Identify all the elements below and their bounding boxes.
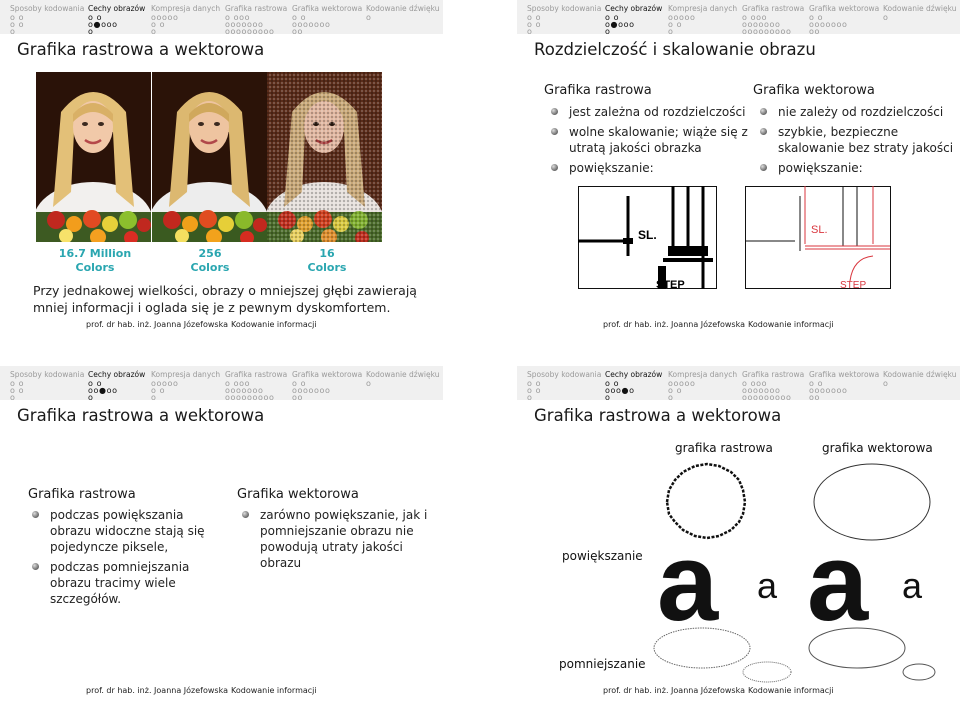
nav-dots[interactable]: ooooo — [668, 13, 696, 22]
nav-dots[interactable]: o ooo — [225, 379, 251, 388]
nav-dots[interactable]: oo●oo — [88, 386, 118, 395]
slide-title: Grafika rastrowa a wektorowa — [534, 406, 782, 425]
nav-dots[interactable]: o o — [292, 13, 307, 22]
nav-section-4[interactable]: Grafika rastrowa — [742, 370, 805, 379]
footer-course: Kodowanie informacji — [748, 320, 834, 329]
nav-section-3[interactable]: Kompresja danych — [668, 4, 738, 13]
nav-dots[interactable]: oo — [292, 393, 303, 402]
navigation-bar — [517, 0, 960, 34]
photo-16-colors — [267, 72, 382, 242]
nav-dots[interactable]: o o — [151, 20, 166, 29]
nav-dots[interactable]: ooooooooo — [225, 27, 275, 36]
nav-dots[interactable]: o ooo — [742, 379, 768, 388]
nav-dots[interactable]: o o — [605, 13, 620, 22]
nav-dots[interactable]: oo — [809, 27, 820, 36]
list-item-text: zarówno powiększanie, jak i pomniejszanie obrazu nie powodują utraty jakości obrazu — [260, 508, 428, 570]
footer-course: Kodowanie informacji — [748, 686, 834, 695]
nav-dots[interactable]: ooooooo — [809, 20, 848, 29]
nav-dots[interactable]: o — [527, 393, 533, 402]
photo-16m-colors — [36, 72, 151, 242]
nav-dots[interactable]: o o — [10, 13, 25, 22]
nav-dots[interactable]: o — [366, 379, 372, 388]
nav-dots[interactable]: ooo●o — [605, 386, 635, 395]
nav-dots[interactable]: o o — [88, 13, 103, 22]
vector-step-label: STEP — [840, 280, 867, 289]
nav-dots[interactable]: o — [151, 393, 157, 402]
nav-dots[interactable]: o o — [668, 20, 683, 29]
nav-section-3[interactable]: Kompresja danych — [668, 370, 738, 379]
nav-dots[interactable]: o — [88, 27, 94, 36]
nav-dots[interactable]: o o — [527, 20, 542, 29]
nav-dots[interactable]: o — [605, 27, 611, 36]
nav-dots[interactable]: o o — [527, 379, 542, 388]
raster-list — [549, 104, 749, 180]
column-raster-label: grafika rastrowa — [675, 441, 773, 455]
raster-sl-label: SL. — [638, 228, 657, 242]
caption-16 — [282, 247, 372, 275]
list-item-text: podczas pomniejszania obrazu tracimy wiele szczegółów. — [50, 560, 190, 606]
list-item-text: nie zależy od rozdzielczości — [778, 105, 944, 119]
list-item-text: wolne skalowanie; wiąże się z utratą jakości obrazka — [569, 125, 748, 155]
row-shrink-label: pomniejszanie — [559, 657, 646, 671]
vector-zoom-figure — [745, 186, 891, 289]
list-item — [549, 124, 749, 156]
nav-dots[interactable]: o — [527, 27, 533, 36]
nav-dots[interactable]: ooooooooo — [742, 393, 792, 402]
nav-section-5[interactable]: Grafika wektorowa — [809, 370, 880, 379]
vector-glyph-large: a — [807, 521, 869, 644]
nav-section-3[interactable]: Kompresja danych — [151, 370, 221, 379]
bullet-icon — [32, 563, 39, 570]
navigation-bar — [0, 366, 443, 400]
nav-section-3[interactable]: Kompresja danych — [151, 4, 221, 13]
nav-section-6[interactable]: Kodowanie dźwięku — [883, 4, 957, 13]
navigation-bar — [0, 0, 443, 34]
nav-dots[interactable]: o — [366, 13, 372, 22]
bullet-icon — [551, 164, 558, 171]
nav-dots[interactable]: ooooooo — [809, 386, 848, 395]
raster-zoom-figure — [578, 186, 717, 289]
nav-dots[interactable]: o o — [809, 13, 824, 22]
nav-dots[interactable]: o●ooo — [88, 20, 118, 29]
nav-dots[interactable]: o o — [809, 379, 824, 388]
bullet-icon — [551, 108, 558, 115]
nav-dots[interactable]: o o — [10, 20, 25, 29]
nav-dots[interactable]: o o — [527, 13, 542, 22]
nav-section-1[interactable]: Sposoby kodowania — [10, 370, 85, 379]
nav-section-5[interactable]: Grafika wektorowa — [292, 370, 363, 379]
nav-section-6[interactable]: Kodowanie dźwięku — [366, 370, 440, 379]
list-item — [758, 104, 958, 120]
bullet-icon — [242, 511, 249, 518]
caption-line: 16.7 Million — [58, 247, 132, 260]
raster-heading: Grafika rastrowa — [544, 83, 652, 98]
nav-dots[interactable]: o — [151, 27, 157, 36]
nav-dots[interactable]: o — [668, 27, 674, 36]
nav-section-1[interactable]: Sposoby kodowania — [10, 4, 85, 13]
raster-glyph-large: a — [657, 521, 719, 644]
nav-dots[interactable]: ooooooo — [292, 20, 331, 29]
nav-dots[interactable]: o — [88, 393, 94, 402]
raster-list — [30, 507, 205, 611]
nav-dots[interactable]: o o — [10, 386, 25, 395]
list-item-text: powiększanie: — [569, 161, 654, 175]
nav-dots[interactable]: o — [883, 379, 889, 388]
nav-dots[interactable]: o ooo — [742, 13, 768, 22]
nav-dots[interactable]: o o — [292, 379, 307, 388]
list-item — [758, 124, 958, 156]
bullet-icon — [32, 511, 39, 518]
slide-2 — [517, 0, 960, 336]
list-item — [30, 559, 205, 607]
slide-1 — [0, 0, 443, 336]
raster-heading: Grafika rastrowa — [28, 487, 136, 502]
bullet-icon — [760, 108, 767, 115]
nav-section-4[interactable]: Grafika rastrowa — [225, 4, 288, 13]
raster-glyph-small: a — [757, 565, 778, 606]
nav-dots[interactable]: o o — [668, 386, 683, 395]
caption-line: Colors — [307, 261, 347, 274]
vector-sl-label: SL. — [811, 224, 828, 236]
list-item — [758, 160, 958, 176]
nav-dots[interactable]: o o — [10, 379, 25, 388]
vector-heading: Grafika wektorowa — [753, 83, 875, 98]
nav-section-2[interactable]: Cechy obrazów — [605, 370, 663, 379]
nav-dots[interactable]: o — [10, 27, 16, 36]
nav-dots[interactable]: o o — [527, 386, 542, 395]
photo-256-colors — [152, 72, 267, 242]
nav-section-1[interactable]: Sposoby kodowania — [527, 4, 602, 13]
nav-section-5[interactable]: Grafika wektorowa — [292, 4, 363, 13]
list-item — [549, 160, 749, 176]
nav-dots[interactable]: ooooooo — [225, 386, 264, 395]
vector-list — [240, 507, 430, 575]
nav-dots[interactable]: oo — [809, 393, 820, 402]
bullet-icon — [551, 128, 558, 135]
nav-dots[interactable]: oo — [292, 27, 303, 36]
nav-dots[interactable]: ooooooo — [742, 386, 781, 395]
nav-section-4[interactable]: Grafika rastrowa — [742, 4, 805, 13]
list-item — [549, 104, 749, 120]
vector-glyph-small: a — [902, 565, 923, 606]
zoom-comparison-figure — [647, 460, 937, 690]
vector-list — [758, 104, 958, 180]
nav-dots[interactable]: ooooooo — [225, 20, 264, 29]
nav-dots[interactable]: ooooo — [151, 13, 179, 22]
nav-section-6[interactable]: Kodowanie dźwięku — [883, 370, 957, 379]
footer-course: Kodowanie informacji — [231, 686, 317, 695]
caption-line: 256 — [198, 247, 222, 260]
footer-author: prof. dr hab. inż. Joanna Józefowska — [86, 686, 228, 695]
list-item — [240, 507, 430, 571]
caption-256 — [165, 247, 255, 275]
nav-section-2[interactable]: Cechy obrazów — [605, 4, 663, 13]
caption-16-million — [50, 247, 140, 275]
nav-dots[interactable]: o●ooo — [605, 20, 635, 29]
nav-dots[interactable]: o — [605, 393, 611, 402]
list-item-text: podczas powiększania obrazu widoczne stają się pojedyncze piksele, — [50, 508, 205, 554]
footer-course: Kodowanie informacji — [231, 320, 317, 329]
nav-dots[interactable]: o o — [605, 379, 620, 388]
caption-line: Colors — [75, 261, 115, 274]
nav-dots[interactable]: o — [668, 393, 674, 402]
bullet-icon — [760, 164, 767, 171]
footer-author: prof. dr hab. inż. Joanna Józefowska — [603, 320, 745, 329]
slide-title: Rozdzielczość i skalowanie obrazu — [534, 40, 816, 59]
nav-dots[interactable]: ooooooooo — [742, 27, 792, 36]
nav-section-5[interactable]: Grafika wektorowa — [809, 4, 880, 13]
nav-dots[interactable]: o — [10, 393, 16, 402]
list-item-text: szybkie, bezpieczne skalowanie bez straty jakości — [778, 125, 954, 155]
nav-dots[interactable]: o o — [88, 379, 103, 388]
footer-author: prof. dr hab. inż. Joanna Józefowska — [603, 686, 745, 695]
nav-section-2[interactable]: Cechy obrazów — [88, 4, 146, 13]
nav-dots[interactable]: ooooo — [668, 379, 696, 388]
navigation-bar — [517, 366, 960, 400]
nav-section-1[interactable]: Sposoby kodowania — [527, 370, 602, 379]
caption-line: Colors — [190, 261, 230, 274]
nav-section-2[interactable]: Cechy obrazów — [88, 370, 146, 379]
footer-author: prof. dr hab. inż. Joanna Józefowska — [86, 320, 228, 329]
nav-dots[interactable]: ooooooooo — [225, 393, 275, 402]
slide-3 — [0, 366, 443, 702]
slide-title: Grafika rastrowa a wektorowa — [17, 40, 265, 59]
bullet-icon — [760, 128, 767, 135]
nav-section-4[interactable]: Grafika rastrowa — [225, 370, 288, 379]
nav-dots[interactable]: o ooo — [225, 13, 251, 22]
column-vector-label: grafika wektorowa — [822, 441, 933, 455]
nav-dots[interactable]: ooooo — [151, 379, 179, 388]
raster-step-label: STEP — [656, 279, 685, 289]
nav-dots[interactable]: o — [883, 13, 889, 22]
list-item-text: powiększanie: — [778, 161, 863, 175]
slide-title: Grafika rastrowa a wektorowa — [17, 406, 265, 425]
list-item — [30, 507, 205, 555]
slide-4 — [517, 366, 960, 702]
nav-dots[interactable]: ooooooo — [292, 386, 331, 395]
nav-dots[interactable]: o o — [151, 386, 166, 395]
nav-section-6[interactable]: Kodowanie dźwięku — [366, 4, 440, 13]
nav-dots[interactable]: ooooooo — [742, 20, 781, 29]
row-enlarge-label: powiększanie — [562, 549, 643, 563]
caption-line: 16 — [319, 247, 335, 260]
list-item-text: jest zależna od rozdzielczości — [569, 105, 746, 119]
vector-heading: Grafika wektorowa — [237, 487, 359, 502]
slide-paragraph: Przy jednakowej wielkości, obrazy o mniejszej głębi zawierają mniej informacji i oglada się je z pewnym dyskomfortem. — [33, 283, 417, 315]
